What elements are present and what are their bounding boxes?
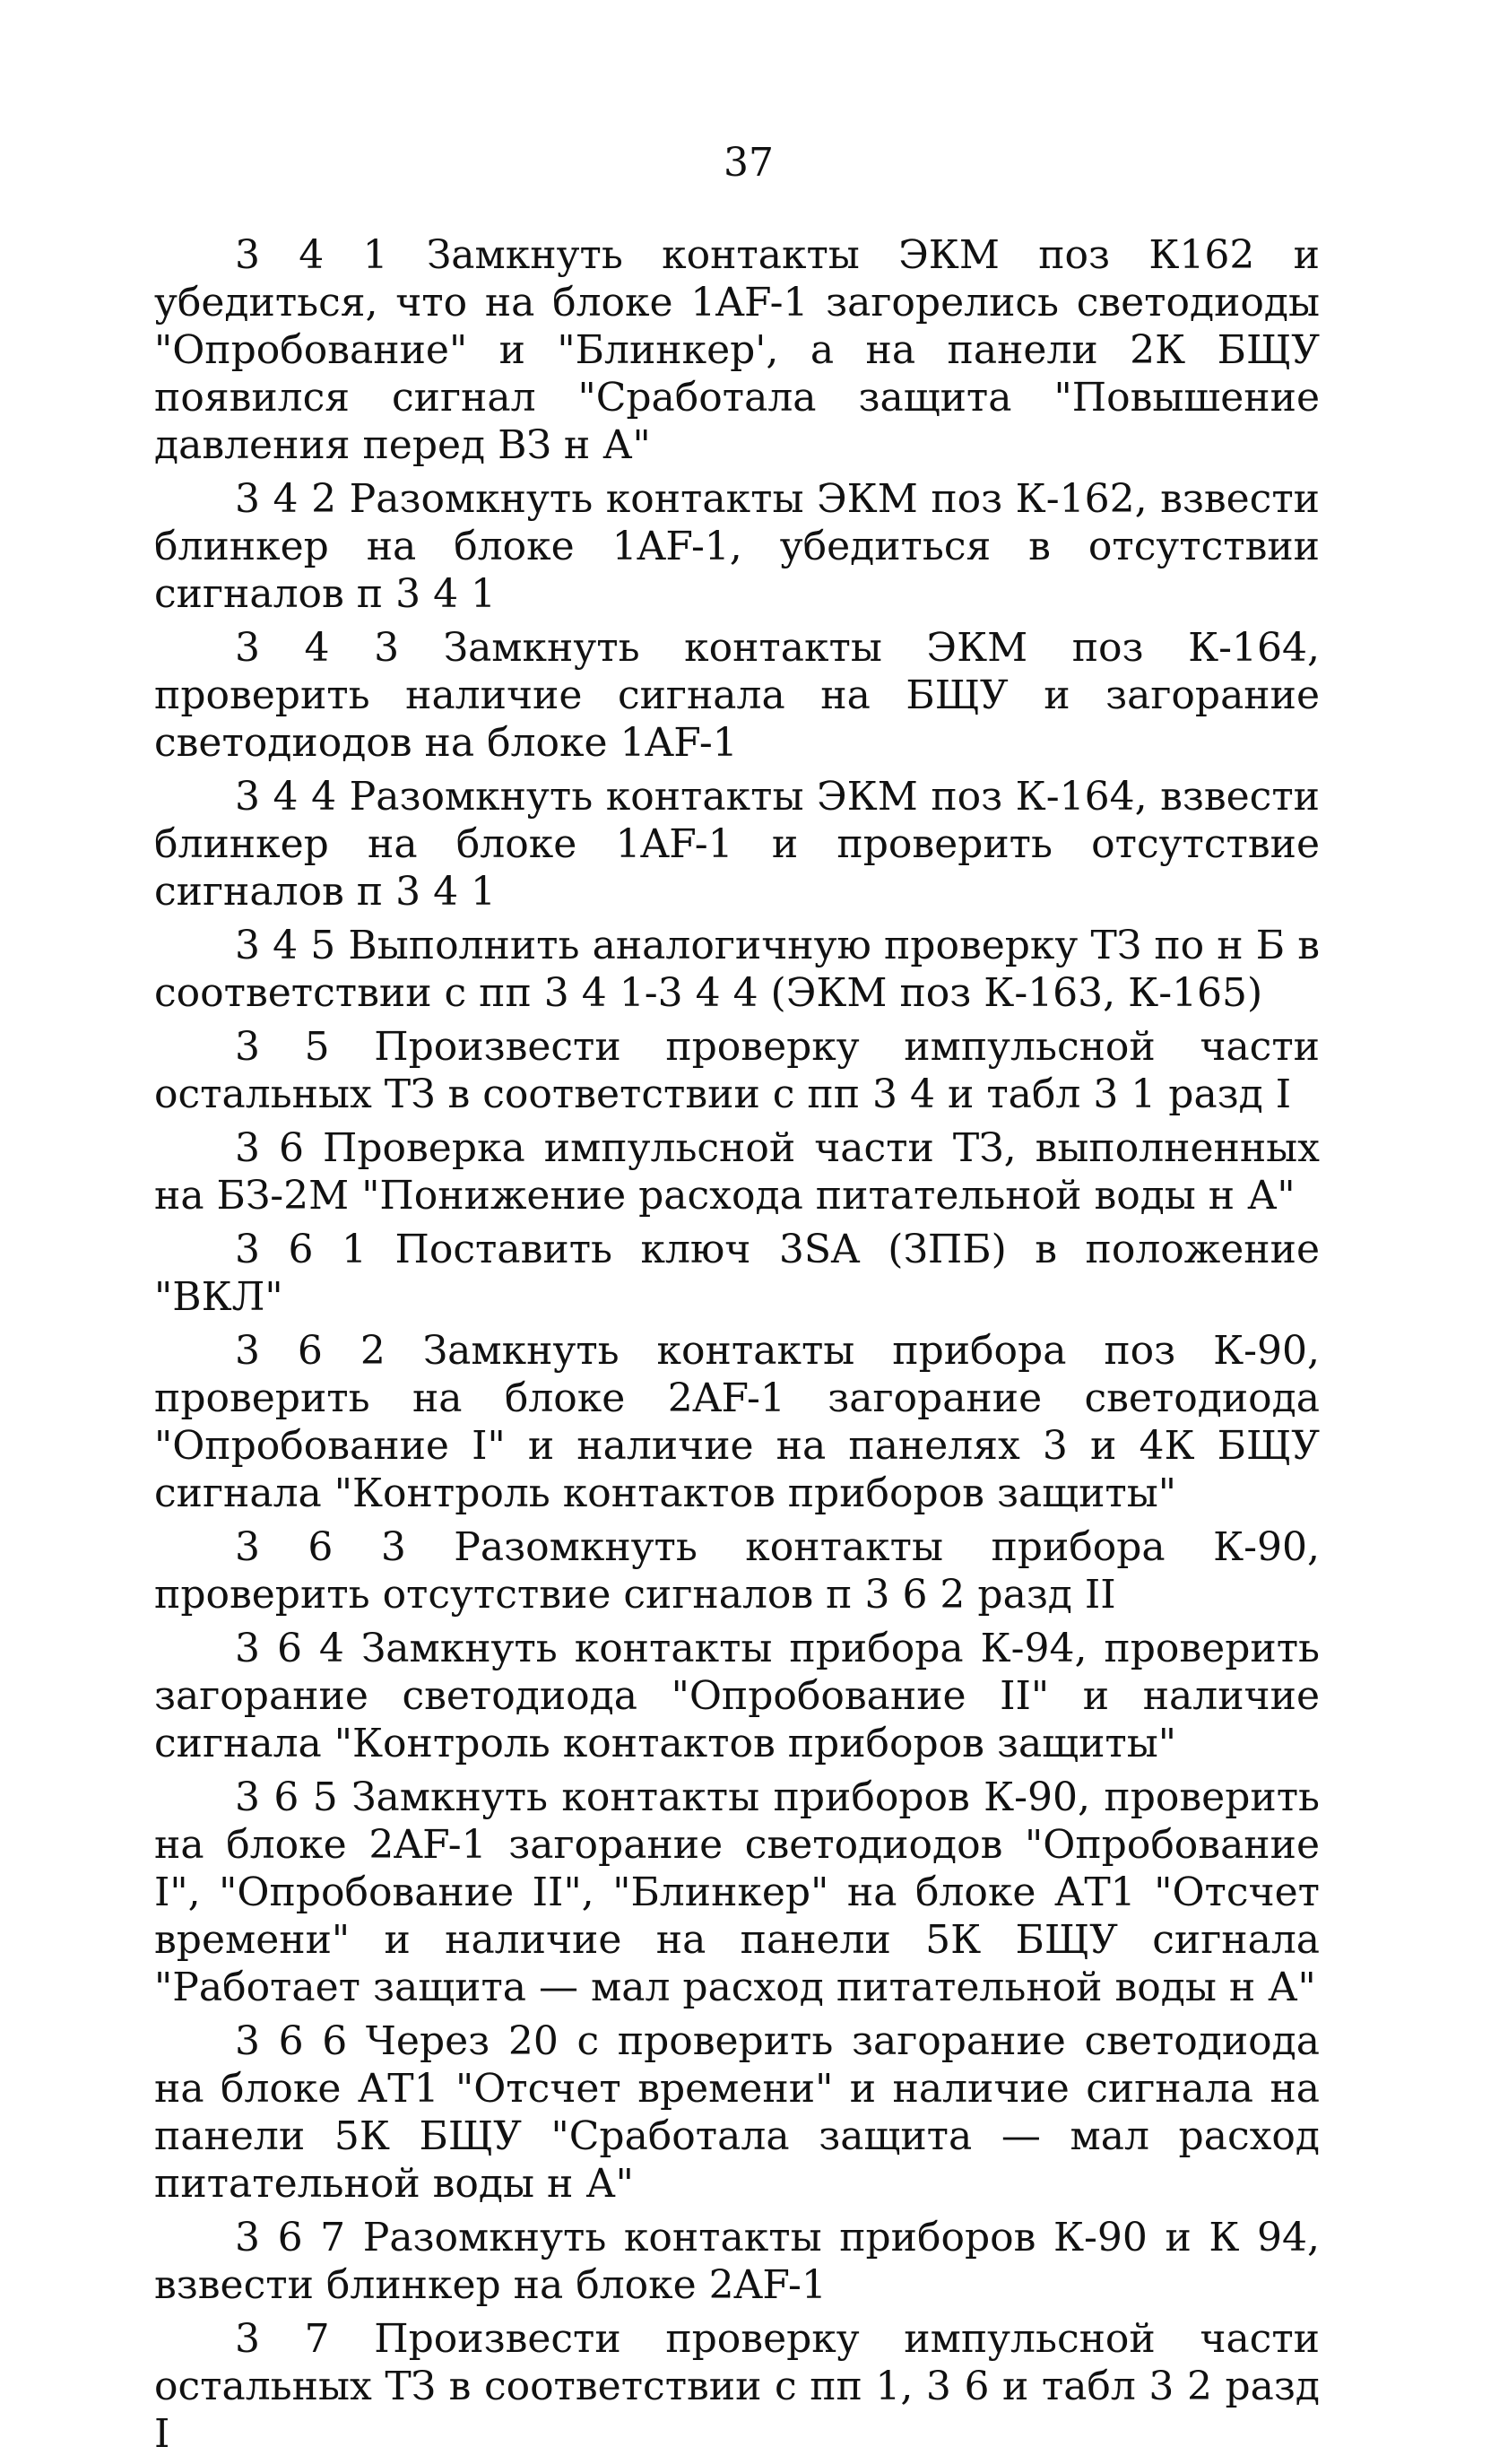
- paragraph-3-7: 3 7 Произвести проверку импульсной части остальных ТЗ в соответствии с пп 1, 3 6 и табл 3 2 разд I: [154, 2316, 1320, 2457]
- paragraph-3-6-2: 3 6 2 Замкнуть контакты прибора поз К-90, проверить на блоке 2AF-1 загорание светодиода "Опробование I" и наличие на панелях 3 и 4К БЩУ сигнала "Контроль контактов приборов защиты": [154, 1328, 1320, 1516]
- page-number: 37: [724, 140, 774, 186]
- paragraph-3-4-5: 3 4 5 Выполнить аналогичную проверку ТЗ по н Б в соответствии с пп 3 4 1-3 4 4 (ЭКМ поз К-163, К-165): [154, 923, 1320, 1016]
- paragraph-3-6: 3 6 Проверка импульсной части ТЗ, выполненных на БЗ-2М "Понижение расхода питательной воды н А": [154, 1125, 1320, 1219]
- paragraph-3-4-1: 3 4 1 Замкнуть контакты ЭКМ поз К162 и убедиться, что на блоке 1AF-1 загорелись светодиоды "Опробование" и "Блинкер', а на панели 2К БЩУ появился сигнал "Сработала защита "Повышение давления перед ВЗ н А": [154, 232, 1320, 468]
- paragraph-3-6-1: 3 6 1 Поставить ключ 3SA (ЗПБ) в положение "ВКЛ": [154, 1227, 1320, 1320]
- paragraph-3-4-3: 3 4 3 Замкнуть контакты ЭКМ поз К-164, проверить наличие сигнала на БЩУ и загорание светодиодов на блоке 1AF-1: [154, 625, 1320, 766]
- document-body: [154, 231, 1320, 2464]
- paragraph-3-6-3: 3 6 3 Разомкнуть контакты прибора К-90, проверить отсутствие сигналов п 3 6 2 разд II: [154, 1524, 1320, 1618]
- paragraph-3-6-5: 3 6 5 Замкнуть контакты приборов К-90, проверить на блоке 2AF-1 загорание светодиодов "Опробование I", "Опробование II", "Блинкер" на блоке АТ1 "Отсчет времени" и наличие на панели 5К БЩУ сигнала "Работает защита — мал расход питательной воды н А": [154, 1774, 1320, 2010]
- paragraph-3-4-4: 3 4 4 Разомкнуть контакты ЭКМ поз К-164, взвести блинкер на блоке 1AF-1 и проверить отсутствие сигналов п 3 4 1: [154, 774, 1320, 915]
- paragraph-3-6-4: 3 6 4 Замкнуть контакты прибора К-94, проверить загорание светодиода "Опробование II" и наличие сигнала "Контроль контактов приборов защиты": [154, 1626, 1320, 1766]
- paragraph-3-6-6: 3 6 6 Через 20 с проверить загорание светодиода на блоке АТ1 "Отсчет времени" и наличие сигнала на панели 5К БЩУ "Сработала защита — мал расход питательной воды н А": [154, 2018, 1320, 2207]
- paragraph-3-5: 3 5 Произвести проверку импульсной части остальных ТЗ в соответствии с пп 3 4 и табл 3 1 разд I: [154, 1024, 1320, 1117]
- paragraph-3-4-2: 3 4 2 Разомкнуть контакты ЭКМ поз К-162, взвести блинкер на блоке 1AF-1, убедиться в отсутствии сигналов п 3 4 1: [154, 476, 1320, 617]
- paragraph-3-6-7: 3 6 7 Разомкнуть контакты приборов К-90 и К 94, взвести блинкер на блоке 2AF-1: [154, 2215, 1320, 2308]
